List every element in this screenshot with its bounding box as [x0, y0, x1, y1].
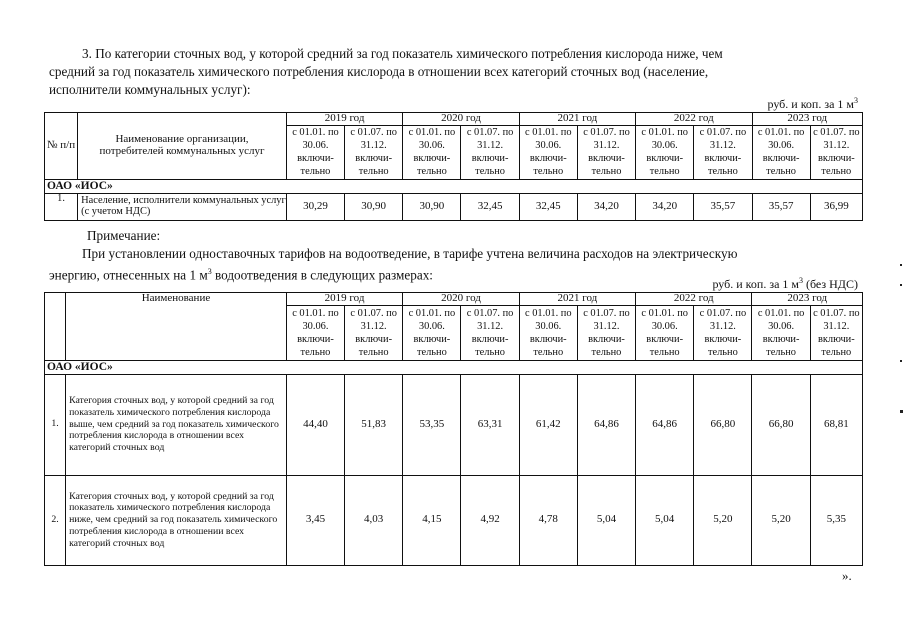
table1-period: с 01.07. по 31.12. включи-тельно: [810, 125, 862, 179]
table1-year: 2019 год: [286, 113, 402, 126]
cell-value: 32,45: [519, 193, 577, 220]
scan-mark: [900, 360, 902, 362]
intro-line-1: 3. По категории сточных вод, у которой средний за год показатель химического потребления кислорода ниже, чем: [82, 46, 723, 61]
cell-value: 30,29: [286, 193, 344, 220]
table1-col-num: № п/п: [45, 113, 78, 180]
table-2: [44, 292, 863, 566]
cell-value: 5,04: [636, 475, 694, 565]
intro-paragraph: [49, 45, 859, 99]
note-line-1: При установлении одноставочных тарифов на водоотведение, в тарифе учтена величина расходов на электрическую: [82, 246, 738, 261]
row-name: Население, исполнители коммунальных услуг (с учетом НДС): [78, 193, 287, 220]
table2-year-row: [45, 293, 863, 306]
cell-value: 5,35: [810, 475, 862, 565]
cell-value: 35,57: [752, 193, 810, 220]
cell-value: 34,20: [636, 193, 694, 220]
table1-year: 2023 год: [752, 113, 863, 126]
table-row: [45, 374, 863, 475]
table2-period: с 01.07. по 31.12. включи-тельно: [345, 305, 403, 360]
table1-org-row: [45, 179, 863, 193]
table2-period: с 01.07. по 31.12. включи-тельно: [577, 305, 635, 360]
cell-value: 3,45: [286, 475, 344, 565]
scan-mark: [900, 410, 903, 413]
cell-value: 35,57: [694, 193, 752, 220]
cell-value: 32,45: [461, 193, 519, 220]
closing-quote: ».: [842, 568, 852, 583]
table1-period: с 01.07. по 31.12. включи-тельно: [577, 125, 635, 179]
table1-year: 2021 год: [519, 113, 635, 126]
table1-org: ОАО «ИОС»: [45, 179, 863, 193]
table1-col-name: Наименование организации, потребителей коммунальных услуг: [78, 113, 287, 180]
table1-period: с 01.07. по 31.12. включи-тельно: [694, 125, 752, 179]
cell-value: 34,20: [577, 193, 635, 220]
cell-value: 5,20: [694, 475, 752, 565]
table1-period: с 01.01. по 30.06. включи-тельно: [752, 125, 810, 179]
table2-period: с 01.01. по 30.06. включи-тельно: [519, 305, 577, 360]
scan-mark: [900, 284, 902, 286]
table2-year: 2022 год: [636, 293, 752, 306]
cell-value: 4,78: [519, 475, 577, 565]
intro-line-2: средний за год показатель химического потребления кислорода в отношении всех категорий сточных вод (население,: [49, 64, 709, 79]
table1-year-row: [45, 113, 863, 126]
table2-period: с 01.01. по 30.06. включи-тельно: [403, 305, 461, 360]
table2-period: с 01.01. по 30.06. включи-тельно: [636, 305, 694, 360]
note-title: Примечание:: [87, 228, 161, 243]
note-line-2: энергию, отнесенных на 1 $м^3$ водоотведения в следующих размерах:: [49, 267, 433, 283]
table1-year: 2020 год: [403, 113, 519, 126]
table2-year: 2019 год: [286, 293, 402, 306]
table2-period: с 01.07. по 31.12. включи-тельно: [810, 305, 862, 360]
row-num: 1.: [45, 193, 78, 220]
cell-value: 4,03: [345, 475, 403, 565]
cell-value: 53,35: [403, 374, 461, 475]
table2-col-num: [45, 293, 66, 361]
table2-unit: руб. и коп. за 1 $м^3$ (без НДС): [712, 276, 858, 291]
table2-org: ОАО «ИОС»: [45, 360, 863, 374]
cell-value: 66,80: [694, 374, 752, 475]
row-name: Категория сточных вод, у которой средний за год показатель химического потребления кислорода выше, чем средний за год показатель химического потребления кислорода в отношении всех категорий сточных вод: [66, 374, 287, 475]
cell-value: 66,80: [752, 374, 810, 475]
table2-period: с 01.07. по 31.12. включи-тельно: [694, 305, 752, 360]
cell-value: 61,42: [519, 374, 577, 475]
intro-line-3: исполнители коммунальных услуг):: [49, 82, 251, 97]
table1-unit: руб. и коп. за 1 $м^3$: [767, 96, 858, 111]
table1-period: с 01.01. по 30.06. включи-тельно: [519, 125, 577, 179]
table2-year: 2021 год: [519, 293, 635, 306]
cell-value: 30,90: [403, 193, 461, 220]
row-num: 2.: [45, 475, 66, 565]
cell-value: 68,81: [810, 374, 862, 475]
table1-period: с 01.01. по 30.06. включи-тельно: [636, 125, 694, 179]
cell-value: 4,15: [403, 475, 461, 565]
cell-value: 64,86: [577, 374, 635, 475]
table1-period: с 01.07. по 31.12. включи-тельно: [345, 125, 403, 179]
table2-period: с 01.07. по 31.12. включи-тельно: [461, 305, 519, 360]
cell-value: 63,31: [461, 374, 519, 475]
cell-value: 36,99: [810, 193, 862, 220]
table2-period: с 01.01. по 30.06. включи-тельно: [752, 305, 810, 360]
table2-col-name: Наименование: [66, 293, 287, 361]
table2-period: с 01.01. по 30.06. включи-тельно: [286, 305, 344, 360]
cell-value: 4,92: [461, 475, 519, 565]
table1-period: с 01.07. по 31.12. включи-тельно: [461, 125, 519, 179]
table-row: [45, 475, 863, 565]
cell-value: 30,90: [345, 193, 403, 220]
table1-period: с 01.01. по 30.06. включи-тельно: [286, 125, 344, 179]
table-row: [45, 193, 863, 220]
table-1: [44, 112, 863, 221]
cell-value: 5,04: [577, 475, 635, 565]
table1-period: с 01.01. по 30.06. включи-тельно: [403, 125, 461, 179]
cell-value: 64,86: [636, 374, 694, 475]
table2-year: 2023 год: [752, 293, 863, 306]
table2-year: 2020 год: [403, 293, 519, 306]
row-num: 1.: [45, 374, 66, 475]
cell-value: 44,40: [286, 374, 344, 475]
scan-mark: [900, 264, 902, 266]
row-name: Категория сточных вод, у которой средний за год показатель химического потребления кислорода ниже, чем средний за год показатель химического потребления кислорода в отношении всех категорий сточных вод: [66, 475, 287, 565]
cell-value: 51,83: [345, 374, 403, 475]
table1-year: 2022 год: [636, 113, 752, 126]
table2-org-row: [45, 360, 863, 374]
cell-value: 5,20: [752, 475, 810, 565]
